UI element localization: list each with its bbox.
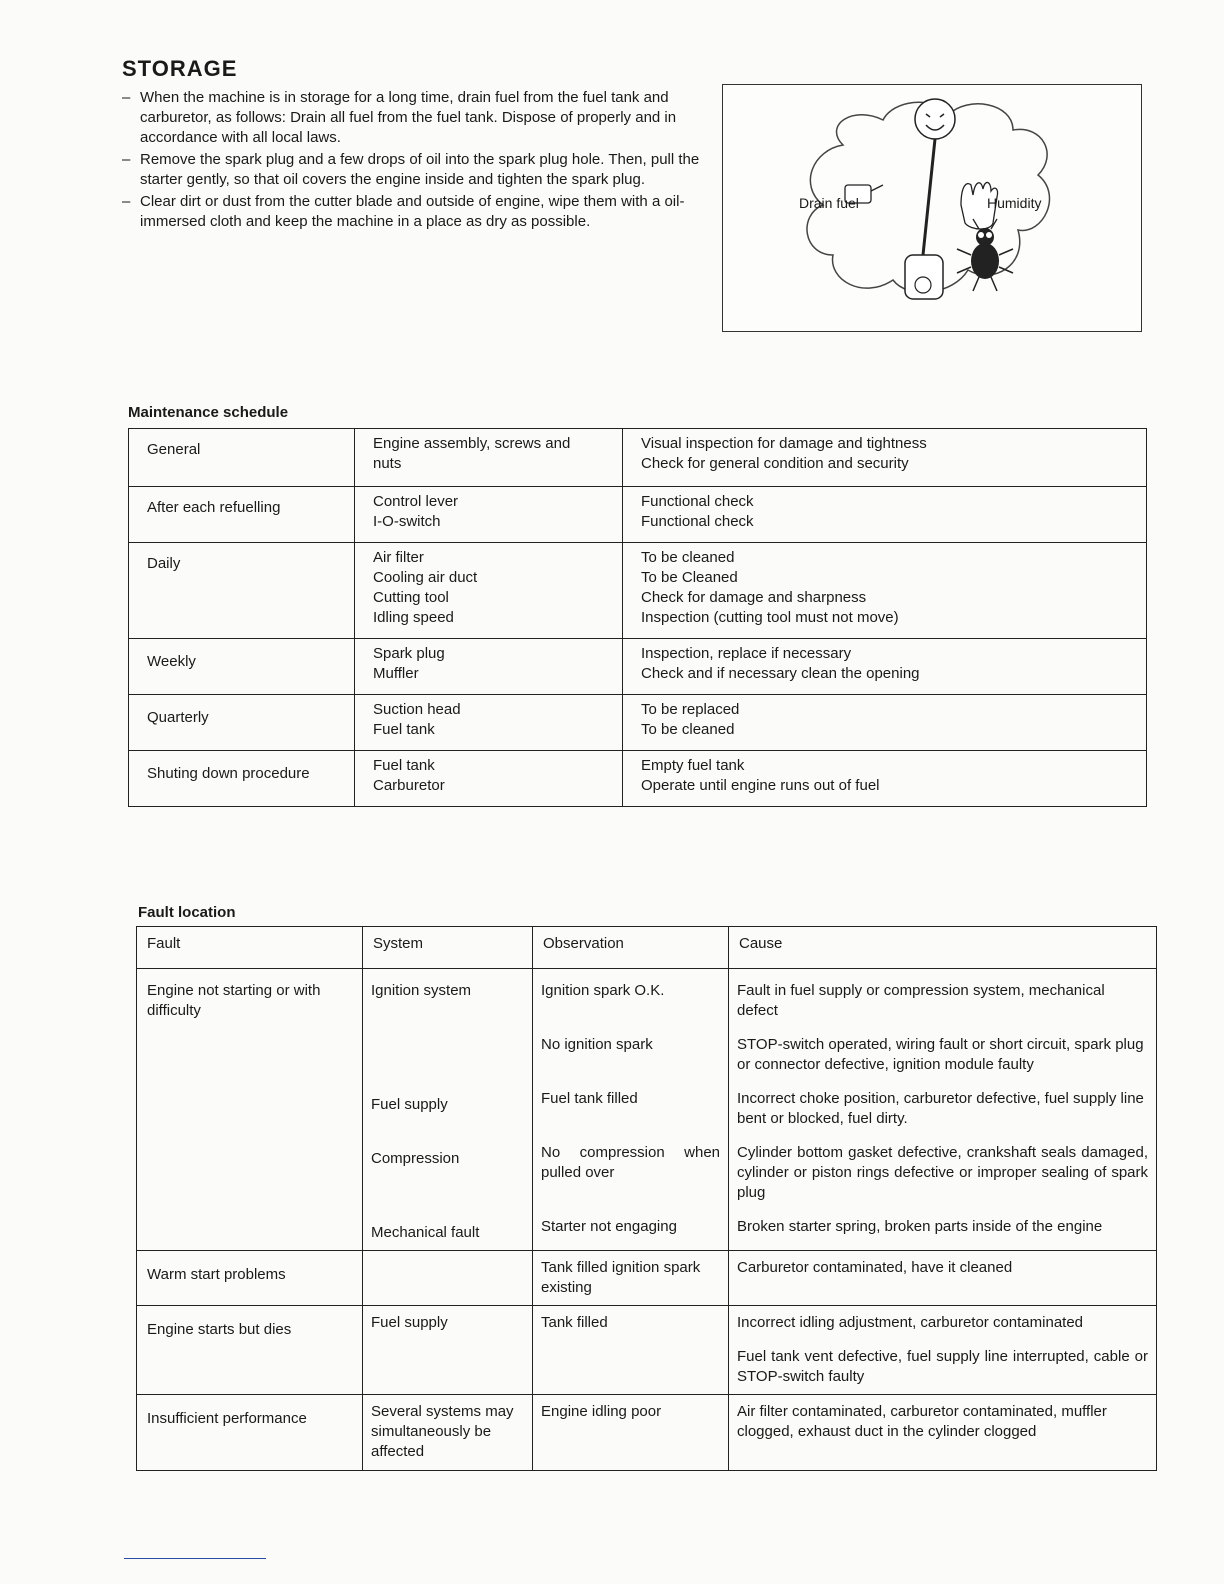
- observation-cell: Ignition spark O.K. No ignition spark Fuel tank filled No compression when pulled over Starter not engaging: [533, 969, 729, 1251]
- maintenance-schedule-table: [128, 428, 1147, 807]
- drain-fuel-label: Drain fuel: [799, 195, 859, 211]
- cause-cell: Air filter contaminated, carburetor contaminated, muffler clogged, exhaust duct in the cylinder clogged: [729, 1395, 1157, 1471]
- system-column-header: System: [363, 927, 533, 969]
- cause-column-header: Cause: [729, 927, 1157, 969]
- actions-cell: Functional check Functional check: [623, 487, 1147, 543]
- maintenance-schedule-title: Maintenance schedule: [128, 404, 289, 421]
- storage-instructions: [120, 88, 700, 234]
- interval-cell: Quarterly: [129, 695, 355, 751]
- parts-cell: Air filter Cooling air duct Cutting tool Idling speed: [355, 543, 623, 639]
- humidity-label: Humidity: [987, 195, 1042, 211]
- fault-cell: Warm start problems: [137, 1251, 363, 1306]
- system-cell: [363, 1251, 533, 1306]
- storage-cartoon-drawing: [723, 85, 1141, 331]
- footer-rule: [124, 1558, 266, 1559]
- fault-location-title: Fault location: [138, 904, 236, 921]
- fault-cell: Engine starts but dies: [137, 1306, 363, 1395]
- system-cell: Ignition system Fuel supply Compression Mechanical fault: [363, 969, 533, 1251]
- table-row: [129, 695, 1147, 751]
- interval-cell: After each refuelling: [129, 487, 355, 543]
- table-row: [137, 1251, 1157, 1306]
- cause-cell: Incorrect idling adjustment, carburetor contaminated Fuel tank vent defective, fuel supply line interrupted, cable or STOP-switch faulty: [729, 1306, 1157, 1395]
- table-row: [137, 1395, 1157, 1471]
- cause-cell: Carburetor contaminated, have it cleaned: [729, 1251, 1157, 1306]
- observation-column-header: Observation: [533, 927, 729, 969]
- cause-cell: Fault in fuel supply or compression system, mechanical defect STOP-switch operated, wiring fault or short circuit, spark plug or connector defective, ignition module faulty Incorrect choke position, carburetor defective, fuel supply line bent or blocked, fuel dirty. Cylinder bottom gasket defective, crankshaft seals damaged, cylinder or piston rings defective or improper sealing of spark plug Broken starter spring, broken parts inside of the engine: [729, 969, 1157, 1251]
- table-row: [129, 429, 1147, 487]
- table-header-row: [137, 927, 1157, 969]
- system-cell: Fuel supply: [363, 1306, 533, 1395]
- table-row: [129, 639, 1147, 695]
- actions-cell: Empty fuel tank Operate until engine runs out of fuel: [623, 751, 1147, 807]
- storage-instruction-item: – When the machine is in storage for a long time, drain fuel from the fuel tank and carburetor, as follows: Drain all fuel from the fuel tank. Dispose of properly and in accordance with all local laws.: [120, 88, 700, 148]
- fault-cell: Insufficient performance: [137, 1395, 363, 1471]
- interval-cell: Weekly: [129, 639, 355, 695]
- fault-column-header: Fault: [137, 927, 363, 969]
- fault-cell: Engine not starting or with difficulty: [137, 969, 363, 1251]
- table-row: [129, 751, 1147, 807]
- actions-cell: To be replaced To be cleaned: [623, 695, 1147, 751]
- parts-cell: Engine assembly, screws and nuts: [355, 429, 623, 487]
- parts-cell: Fuel tank Carburetor: [355, 751, 623, 807]
- interval-cell: General: [129, 429, 355, 487]
- system-cell: Several systems may simultaneously be affected: [363, 1395, 533, 1471]
- storage-illustration: [722, 84, 1142, 332]
- interval-cell: Shuting down procedure: [129, 751, 355, 807]
- table-row: [129, 487, 1147, 543]
- interval-cell: Daily: [129, 543, 355, 639]
- observation-cell: Tank filled: [533, 1306, 729, 1395]
- storage-instruction-item: – Clear dirt or dust from the cutter blade and outside of engine, wipe them with a oil-immersed cloth and keep the machine in a place as dry as possible.: [120, 192, 700, 232]
- parts-cell: Suction head Fuel tank: [355, 695, 623, 751]
- parts-cell: Control lever I-O-switch: [355, 487, 623, 543]
- parts-cell: Spark plug Muffler: [355, 639, 623, 695]
- table-row: [137, 969, 1157, 1251]
- storage-instruction-item: – Remove the spark plug and a few drops of oil into the spark plug hole. Then, pull the starter gently, so that oil covers the engine inside and tighten the spark plug.: [120, 150, 700, 190]
- table-row: [129, 543, 1147, 639]
- observation-cell: Tank filled ignition spark existing: [533, 1251, 729, 1306]
- storage-title: STORAGE: [122, 56, 238, 81]
- table-row: [137, 1306, 1157, 1395]
- actions-cell: To be cleaned To be Cleaned Check for damage and sharpness Inspection (cutting tool must not move): [623, 543, 1147, 639]
- observation-cell: Engine idling poor: [533, 1395, 729, 1471]
- actions-cell: Inspection, replace if necessary Check and if necessary clean the opening: [623, 639, 1147, 695]
- actions-cell: Visual inspection for damage and tightness Check for general condition and security: [623, 429, 1147, 487]
- fault-location-table: [136, 926, 1157, 1471]
